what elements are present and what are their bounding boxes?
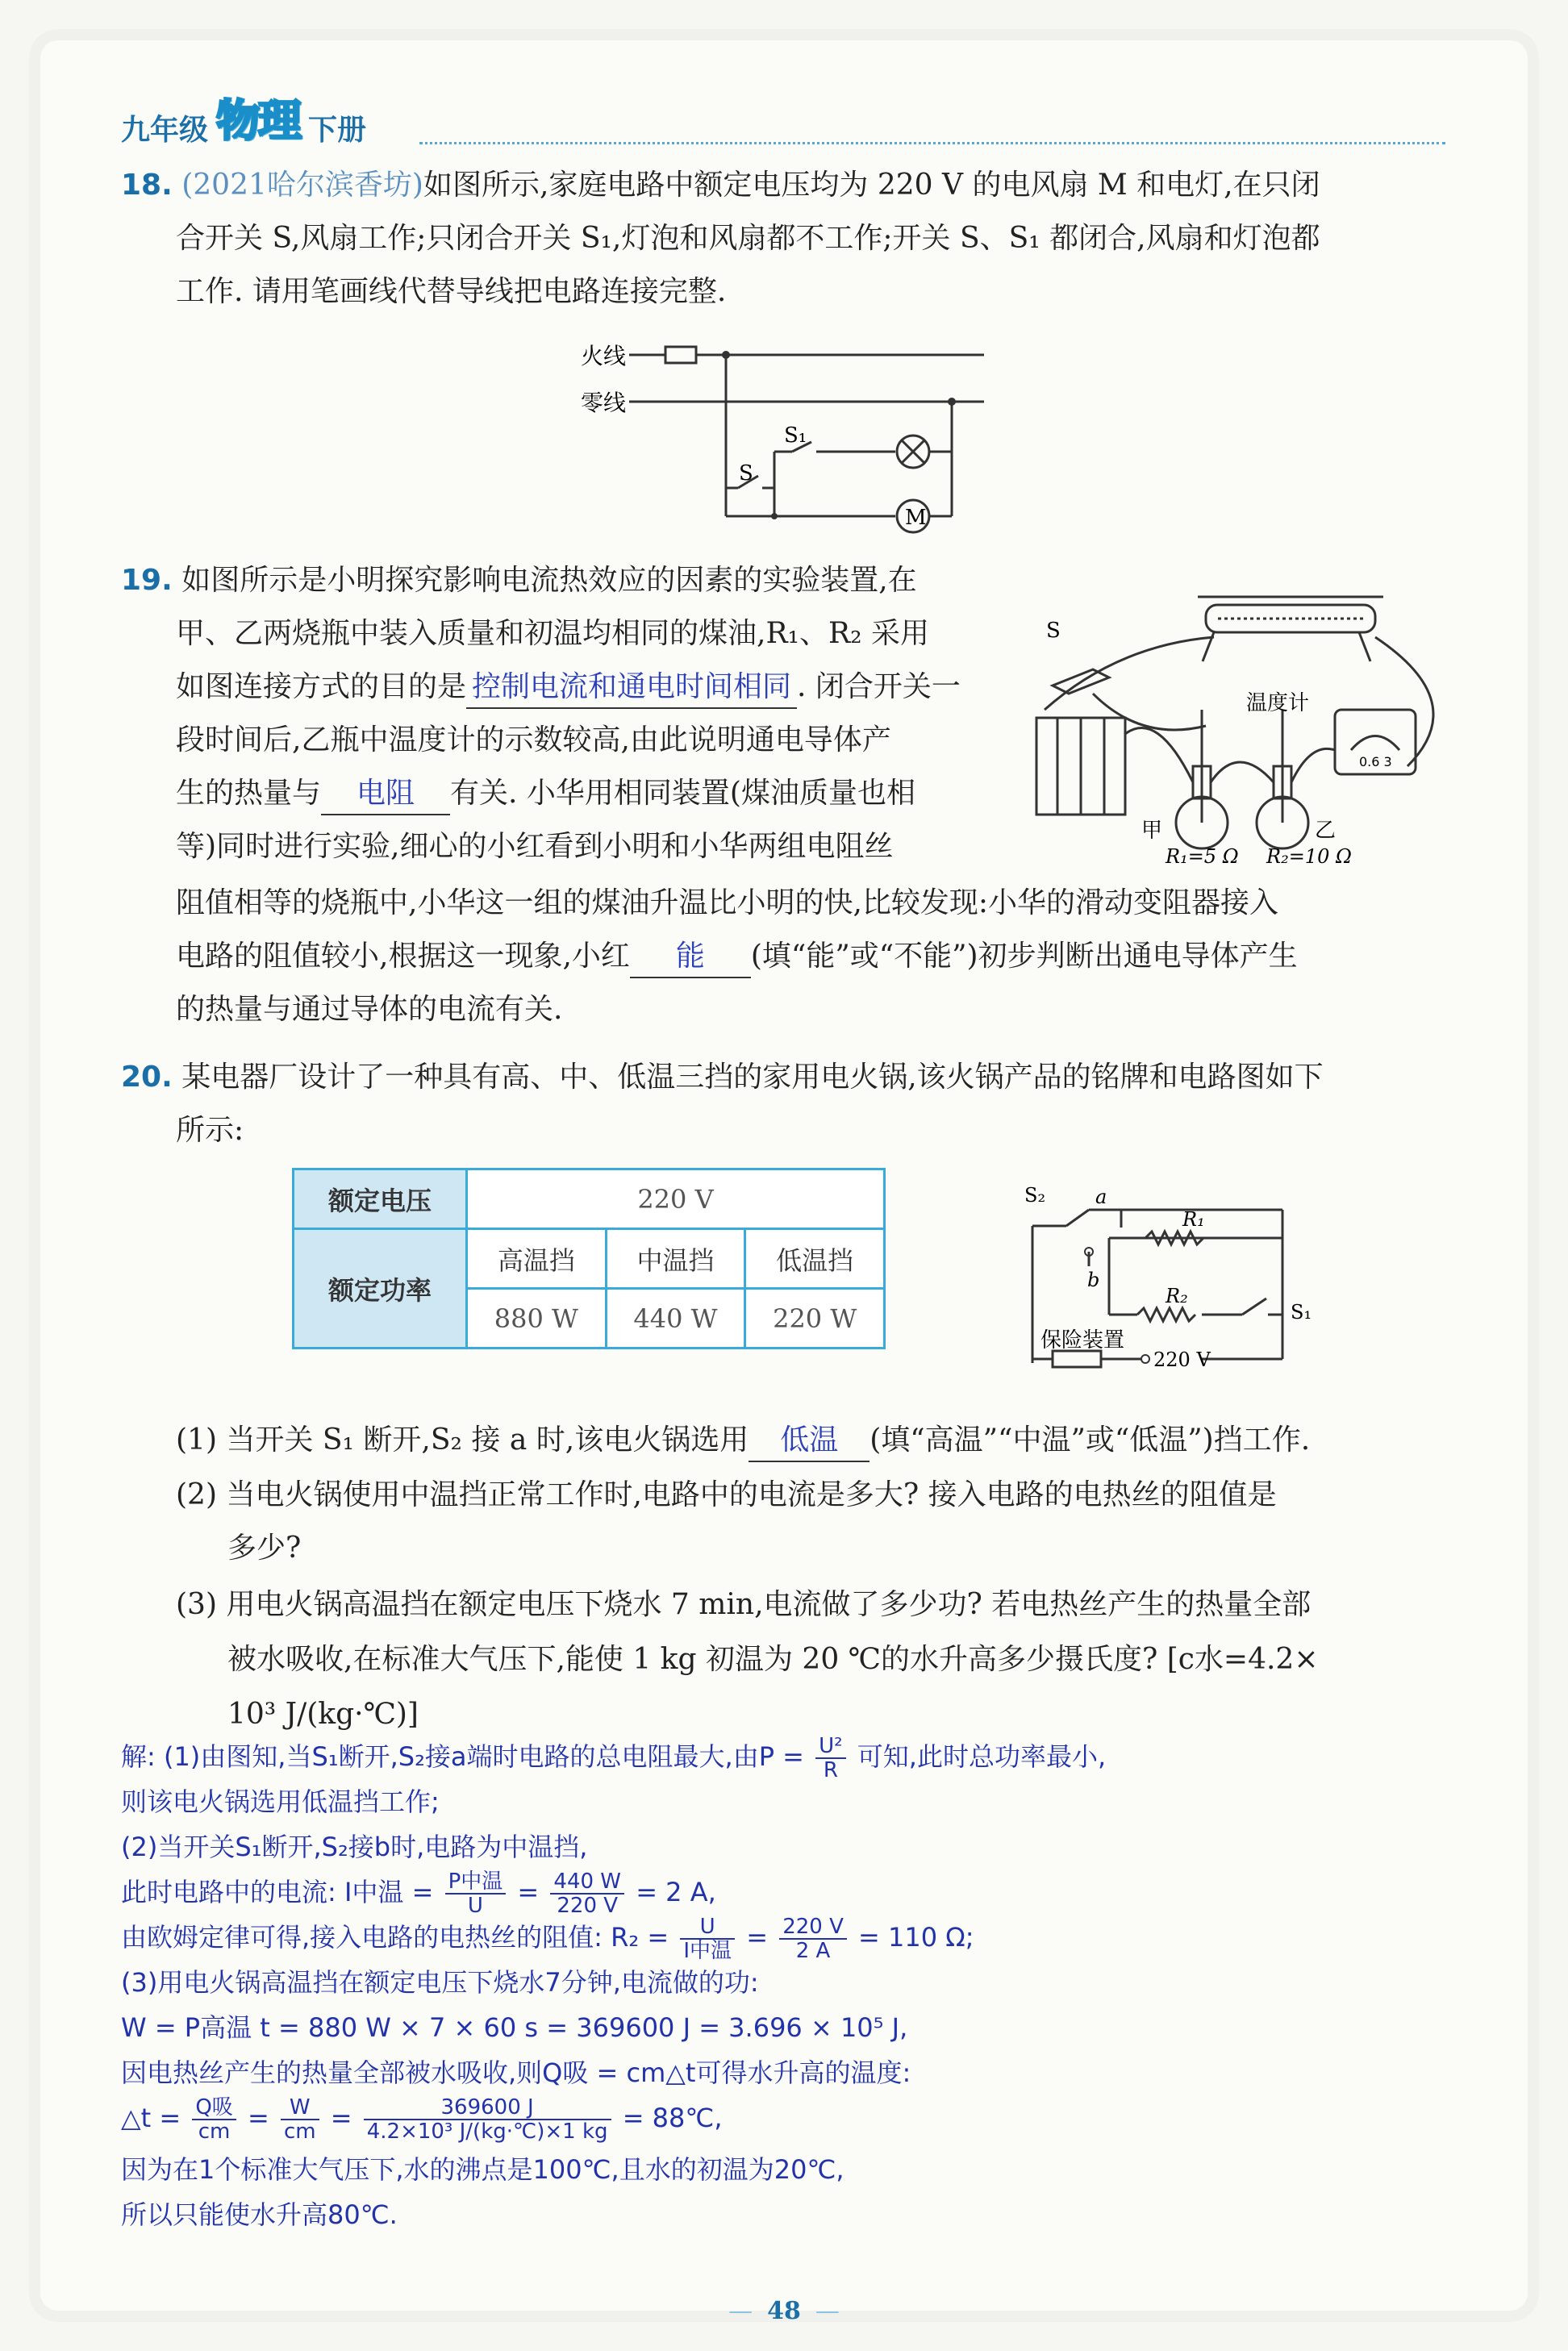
fraction-numerator: U² xyxy=(815,1735,845,1759)
fraction-denominator: 220 V xyxy=(557,1894,619,1918)
q20-sub2-line2: 多少? xyxy=(227,1532,302,1565)
page-header xyxy=(121,95,367,148)
r1-value-label: R₁=5 Ω xyxy=(1166,845,1239,868)
q19-text-8b: (填“能”或“不能”)初步判断出通电导体产生 xyxy=(750,940,1298,973)
rated-voltage-label: 额定电压 xyxy=(294,1169,467,1229)
fuse-device-label: 保险装置 xyxy=(1040,1328,1125,1353)
nameplate-table xyxy=(292,1168,886,1349)
solution-line11: 所以只能使水升高80℃. xyxy=(121,2199,398,2230)
solution-text-9b: = xyxy=(247,2103,269,2133)
solution-text-9c: = xyxy=(330,2103,352,2133)
page-number-dash-left: — xyxy=(728,2297,753,2325)
header-rule xyxy=(419,142,1445,144)
q19-line5 xyxy=(176,766,915,821)
q20-circuit-diagram xyxy=(1008,1178,1331,1387)
header-grade: 九年级 xyxy=(121,114,209,147)
q18-source: (2021哈尔滨香坊) xyxy=(181,169,423,202)
solution-line7: W = P高温 t = 880 W × 7 × 60 s = 369600 J = 3.696 × 10⁵ J, xyxy=(121,2012,908,2043)
switch-s2-label: S₂ xyxy=(1024,1184,1046,1207)
solution-line6: (3)用电火锅高温挡在额定电压下烧水7分钟,电流做的功: xyxy=(121,1967,759,1998)
q19-line8 xyxy=(176,929,1298,984)
q20-answer-1: 低温 xyxy=(749,1420,869,1462)
q19-text-1: 如图所示是小明探究影响电流热效应的因素的实验装置,在 xyxy=(181,564,917,597)
solution-line9 xyxy=(121,2095,723,2143)
fuse-symbol xyxy=(665,347,696,363)
q19-answer-2: 电阻 xyxy=(321,773,450,815)
fraction-denominator: I中温 xyxy=(683,1939,732,1963)
val-mid: 440 W xyxy=(606,1289,745,1348)
solution-text-9d: = 88℃, xyxy=(622,2103,723,2133)
header-volume: 下册 xyxy=(308,114,367,147)
q19-text-5b: 有关. 小华用相同装置(煤油质量也相 xyxy=(450,777,915,810)
contact-a-label: a xyxy=(1095,1186,1107,1208)
q19-answer-3: 能 xyxy=(630,936,751,978)
q19-text-8a: 电路的阻值较小,根据这一现象,小红 xyxy=(176,940,630,973)
q18-line3: 工作. 请用笔画线代替导线把电路连接完整. xyxy=(176,275,727,308)
motor-label: M xyxy=(905,506,927,530)
fraction-w-cm xyxy=(281,2096,319,2143)
val-high: 880 W xyxy=(467,1289,607,1348)
solution-text-9a: △t = xyxy=(121,2103,181,2133)
thermometer-label: 温度计 xyxy=(1246,691,1310,715)
page-number-dash-right: — xyxy=(815,2297,840,2325)
rated-voltage-value: 220 V xyxy=(467,1169,885,1229)
ammeter-scale: 0.6 3 xyxy=(1359,754,1392,769)
q20-line2: 所示: xyxy=(176,1114,244,1147)
fraction-denominator: cm xyxy=(283,2120,316,2144)
contact-b-label: b xyxy=(1087,1269,1100,1291)
q20-number: 20. xyxy=(121,1061,173,1094)
resistor-r1-label: R₁ xyxy=(1182,1208,1205,1231)
q19-line1 xyxy=(121,553,917,608)
col-low: 低温挡 xyxy=(745,1229,885,1289)
fraction-u2-r xyxy=(815,1735,845,1782)
q19-answer-1: 控制电流和通电时间相同 xyxy=(466,667,797,709)
q19-number: 19. xyxy=(121,564,173,597)
fraction-numerator: Q吸 xyxy=(192,2096,236,2120)
solution-text-1a: 解: (1)由图知,当S₁断开,S₂接a端时电路的总电阻最大,由P = xyxy=(121,1741,804,1772)
q20-sub2-line1: (2) 当电火锅使用中温挡正常工作时,电路中的电流是多大? 接入电路的电热丝的阻值是 xyxy=(176,1478,1277,1511)
solution-text-5c: = 110 Ω; xyxy=(858,1922,974,1953)
fraction-220-2 xyxy=(779,1915,847,1962)
q19-line9: 的热量与通过导体的电流有关. xyxy=(176,993,563,1026)
fraction-440-220 xyxy=(550,1870,624,1917)
resistor-r2-label: R₂ xyxy=(1166,1285,1188,1307)
q18-number: 18. xyxy=(121,169,173,202)
flask-jia-label: 甲 xyxy=(1141,819,1163,843)
q19-apparatus-diagram xyxy=(1020,581,1456,871)
q20-line1 xyxy=(121,1050,1324,1105)
fraction-numerator: W xyxy=(281,2096,319,2120)
fraction-numeric xyxy=(364,2096,611,2143)
q18-line2: 合开关 S,风扇工作;只闭合开关 S₁,灯泡和风扇都不工作;开关 S、S₁ 都闭合,风扇和灯泡都 xyxy=(176,222,1320,255)
q20-sub1-text-a: (1) 当开关 S₁ 断开,S₂ 接 a 时,该电火锅选用 xyxy=(176,1424,749,1457)
fraction-denominator: 4.2×10³ J/(kg·℃)×1 kg xyxy=(366,2120,608,2144)
solution-text-5b: = xyxy=(746,1922,769,1953)
col-high: 高温挡 xyxy=(467,1229,607,1289)
solution-line4 xyxy=(121,1870,716,1917)
q19-text-3b: . 闭合开关一 xyxy=(797,670,961,703)
q20-sub1 xyxy=(176,1413,1310,1468)
q19-line6: 等)同时进行实验,细心的小红看到小明和小华两组电阻丝 xyxy=(176,830,894,863)
q19-line2: 甲、乙两烧瓶中装入质量和初温均相同的煤油,R₁、R₂ 采用 xyxy=(176,617,929,650)
solution-line8: 因电热丝产生的热量全部被水吸收,则Q吸 = cm△t可得水升高的温度: xyxy=(121,2057,911,2088)
supply-voltage-label: 220 V xyxy=(1153,1348,1211,1371)
rated-power-label: 额定功率 xyxy=(294,1229,467,1348)
fraction-numerator: 369600 J xyxy=(364,2096,611,2120)
solution-line3: (2)当开关S₁断开,S₂接b时,电路为中温挡, xyxy=(121,1832,588,1862)
live-wire-label: 火线 xyxy=(581,343,627,369)
fraction-denominator: R xyxy=(823,1758,838,1782)
switch-s-label: S xyxy=(739,461,753,486)
switch-s1-label: S₁ xyxy=(784,423,807,448)
q18-circuit-diagram xyxy=(565,331,1000,540)
fraction-denominator: U xyxy=(467,1894,483,1918)
solution-line2: 则该电火锅选用低温挡工作; xyxy=(121,1786,440,1817)
q20-sub3-line3: 10³ J/(kg·℃)] xyxy=(227,1698,419,1731)
q19-line3 xyxy=(176,660,961,715)
fraction-u-i xyxy=(680,1915,735,1962)
solution-text-4b: = xyxy=(517,1877,540,1907)
header-subject: 物理 xyxy=(216,95,301,146)
q20-sub1-text-b: (填“高温”“中温”或“低温”)挡工作. xyxy=(869,1424,1311,1457)
q20-sub3-line2: 被水吸收,在标准大气压下,能使 1 kg 初温为 20 ℃的水升高多少摄氏度? [c水=4.2× xyxy=(227,1643,1319,1676)
q19-text-5a: 生的热量与 xyxy=(176,777,322,810)
r2-value-label: R₂=10 Ω xyxy=(1266,845,1352,868)
q20-text-1: 某电器厂设计了一种具有高、中、低温三挡的家用电火锅,该火锅产品的铭牌和电路图如下 xyxy=(181,1061,1324,1094)
flask-yi-label: 乙 xyxy=(1315,819,1337,843)
fuse-device-symbol xyxy=(1053,1351,1101,1367)
fraction-numerator: 440 W xyxy=(550,1870,624,1895)
page-number xyxy=(0,2297,1568,2325)
fraction-denominator: cm xyxy=(198,2120,231,2144)
solution-line5 xyxy=(121,1915,974,1962)
solution-text-1b: 可知,此时总功率最小, xyxy=(857,1741,1107,1772)
q18-line1 xyxy=(121,158,1320,213)
col-mid: 中温挡 xyxy=(606,1229,745,1289)
q20-sub3-line1: (3) 用电火锅高温挡在额定电压下烧水 7 min,电流做了多少功? 若电热丝产生的热量全部 xyxy=(176,1588,1312,1621)
fraction-numerator: P中温 xyxy=(445,1870,507,1895)
q18-text: 如图所示,家庭电路中额定电压均为 220 V 的电风扇 M 和电灯,在只闭 xyxy=(423,169,1320,202)
apparatus-switch-label: S xyxy=(1046,619,1061,643)
val-low: 220 W xyxy=(745,1289,885,1348)
q19-line7: 阻值相等的烧瓶中,小华这一组的煤油升温比小明的快,比较发现:小华的滑动变阻器接入 xyxy=(176,886,1279,919)
solution-line10: 因为在1个标准大气压下,水的沸点是100℃,且水的初温为20℃, xyxy=(121,2154,844,2185)
fraction-q-cm xyxy=(192,2096,236,2143)
q19-line4: 段时间后,乙瓶中温度计的示数较高,由此说明通电导体产 xyxy=(176,723,891,757)
q19-text-3a: 如图连接方式的目的是 xyxy=(176,670,467,703)
fraction-denominator: 2 A xyxy=(795,1939,831,1963)
solution-text-4a: 此时电路中的电流: I中温 = xyxy=(121,1877,434,1907)
solution-line1 xyxy=(121,1734,1106,1782)
fraction-numerator: U xyxy=(680,1915,735,1940)
page-number-value: 48 xyxy=(767,2297,801,2325)
fraction-p-u xyxy=(445,1870,507,1917)
fraction-numerator: 220 V xyxy=(779,1915,847,1940)
neutral-wire-label: 零线 xyxy=(581,390,627,416)
solution-text-4c: = 2 A, xyxy=(636,1877,716,1907)
solution-text-5a: 由欧姆定律可得,接入电路的电热丝的阻值: R₂ = xyxy=(121,1922,669,1953)
switch-s1-label: S₁ xyxy=(1291,1301,1312,1323)
